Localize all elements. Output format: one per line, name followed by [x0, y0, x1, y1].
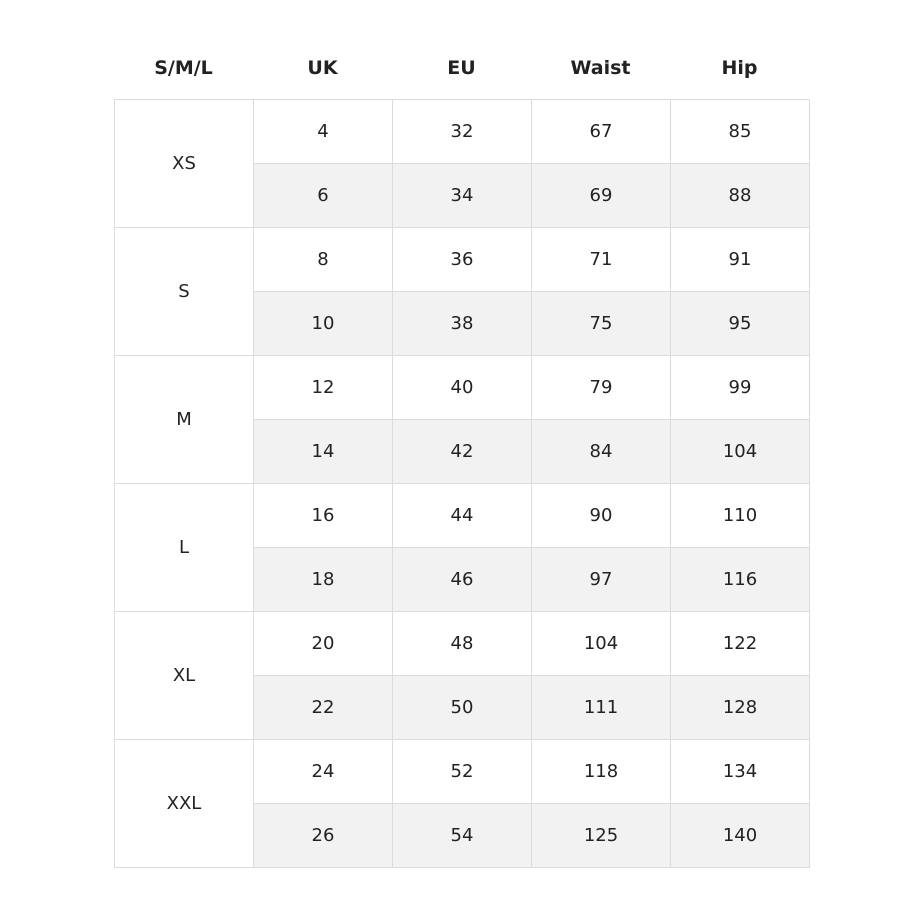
size-label-cell: XS: [115, 100, 254, 228]
uk-cell: 20: [254, 612, 393, 676]
size-label-cell: XL: [115, 612, 254, 740]
eu-cell: 36: [393, 228, 532, 292]
size-label-cell: M: [115, 356, 254, 484]
eu-cell: 46: [393, 548, 532, 612]
size-label-cell: L: [115, 484, 254, 612]
hip-cell: 134: [671, 740, 810, 804]
table-row: [115, 740, 810, 804]
header-size: S/M/L: [154, 57, 213, 79]
uk-cell: 16: [254, 484, 393, 548]
hip-cell: 85: [671, 100, 810, 164]
waist-cell: 67: [532, 100, 671, 164]
waist-cell: 90: [532, 484, 671, 548]
hip-cell: 140: [671, 804, 810, 868]
eu-cell: 32: [393, 100, 532, 164]
waist-cell: 69: [532, 164, 671, 228]
uk-cell: 18: [254, 548, 393, 612]
hip-cell: 110: [671, 484, 810, 548]
uk-cell: 22: [254, 676, 393, 740]
size-label-cell: XXL: [115, 740, 254, 868]
hip-cell: 99: [671, 356, 810, 420]
header-eu: EU: [447, 57, 476, 79]
header-uk: UK: [307, 57, 338, 79]
eu-cell: 34: [393, 164, 532, 228]
table-row: [115, 100, 810, 164]
waist-cell: 75: [532, 292, 671, 356]
eu-cell: 50: [393, 676, 532, 740]
table-row: [115, 484, 810, 548]
waist-cell: 84: [532, 420, 671, 484]
uk-cell: 4: [254, 100, 393, 164]
hip-cell: 95: [671, 292, 810, 356]
uk-cell: 24: [254, 740, 393, 804]
table-row: [115, 228, 810, 292]
hip-cell: 91: [671, 228, 810, 292]
uk-cell: 26: [254, 804, 393, 868]
table-row: [115, 356, 810, 420]
uk-cell: 12: [254, 356, 393, 420]
uk-cell: 10: [254, 292, 393, 356]
waist-cell: 104: [532, 612, 671, 676]
table-row: [115, 612, 810, 676]
header-waist: Waist: [570, 57, 631, 79]
uk-cell: 14: [254, 420, 393, 484]
eu-cell: 44: [393, 484, 532, 548]
hip-cell: 116: [671, 548, 810, 612]
eu-cell: 52: [393, 740, 532, 804]
waist-cell: 97: [532, 548, 671, 612]
waist-cell: 111: [532, 676, 671, 740]
eu-cell: 48: [393, 612, 532, 676]
size-chart-table: [114, 99, 810, 868]
eu-cell: 38: [393, 292, 532, 356]
eu-cell: 54: [393, 804, 532, 868]
uk-cell: 6: [254, 164, 393, 228]
hip-cell: 128: [671, 676, 810, 740]
hip-cell: 122: [671, 612, 810, 676]
eu-cell: 42: [393, 420, 532, 484]
table-header: [114, 48, 809, 88]
header-hip: Hip: [721, 57, 758, 79]
uk-cell: 8: [254, 228, 393, 292]
hip-cell: 88: [671, 164, 810, 228]
waist-cell: 118: [532, 740, 671, 804]
waist-cell: 79: [532, 356, 671, 420]
hip-cell: 104: [671, 420, 810, 484]
waist-cell: 125: [532, 804, 671, 868]
waist-cell: 71: [532, 228, 671, 292]
eu-cell: 40: [393, 356, 532, 420]
size-label-cell: S: [115, 228, 254, 356]
